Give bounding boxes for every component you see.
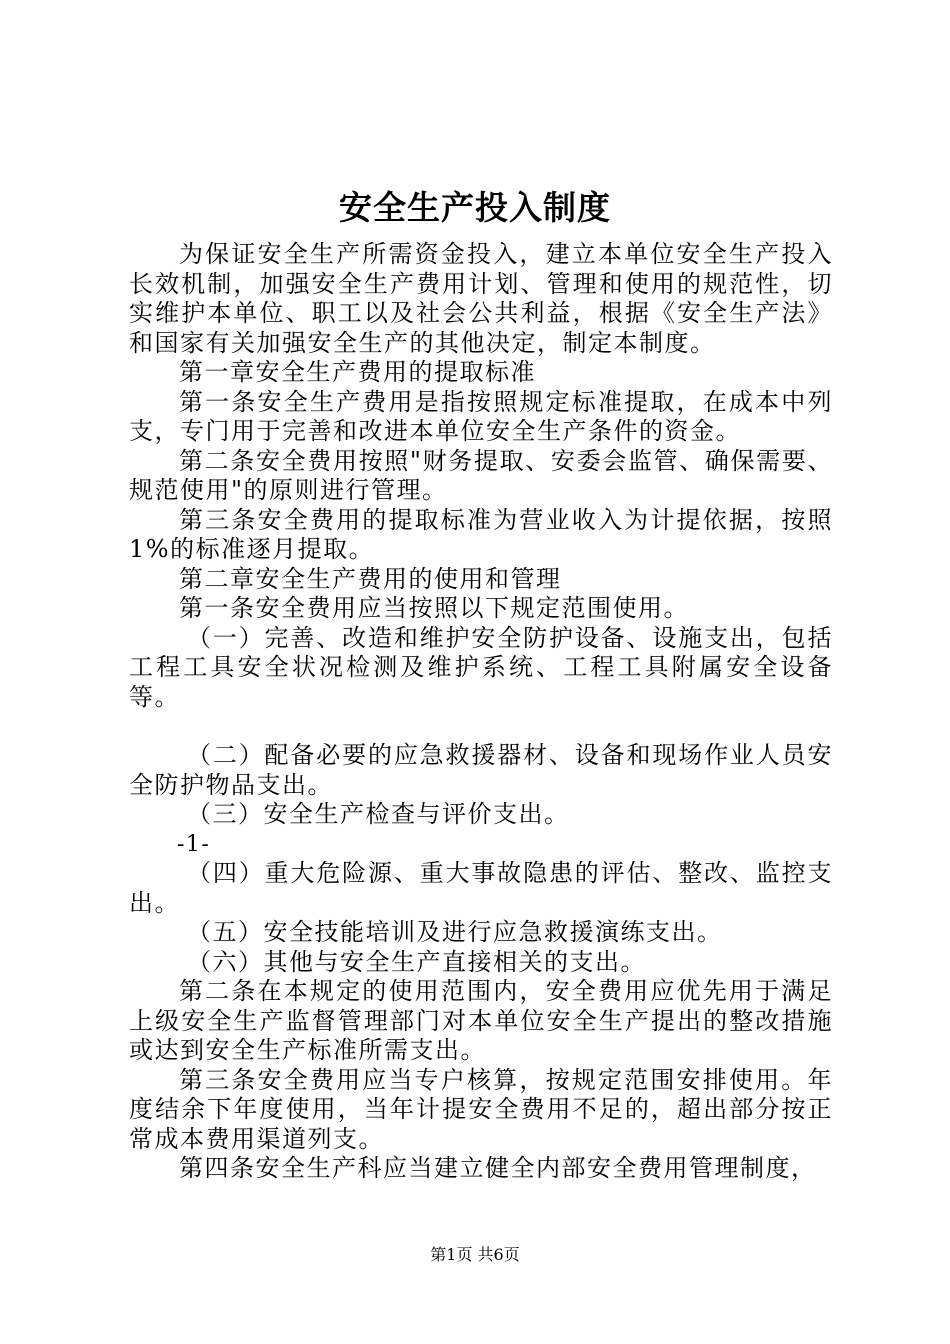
intro-paragraph: 为保证安全生产所需资金投入，建立本单位安全生产投入长效机制，加强安全生产费用计划、管理和使用的规范性，切实维护本单位、职工以及社会公共利益，根据《安全生产法》和国家有关加强安全生产的其他决定，制定本制度。 (129, 240, 833, 357)
blank-line (129, 712, 833, 741)
inline-page-number: -1- (177, 831, 211, 857)
list-item: （四）重大危险源、重大事故隐患的评估、整改、监控支出。 (129, 859, 833, 917)
list-item: （五）安全技能培训及进行应急救援演练支出。 (187, 918, 723, 946)
document-body (129, 240, 833, 1184)
article-paragraph: 第二条在本规定的使用范围内，安全费用应优先用于满足上级安全生产监督管理部门对本单位安全生产提出的整改措施或达到安全生产标准所需支出。 (129, 977, 833, 1064)
article-paragraph: 第一条安全费用应当按照以下规定范围使用。 (179, 594, 689, 622)
chapter-heading: 第一章安全生产费用的提取标准 (179, 358, 536, 386)
article-paragraph: 第三条安全费用应当专户核算，按规定范围安排使用。年度结余下年度使用，当年计提安全费用不足的，超出部分按正常成本费用渠道列支。 (129, 1065, 833, 1153)
article-paragraph: 第二条安全费用按照"财务提取、安委会监管、确保需要、规范使用"的原则进行管理。 (129, 446, 833, 504)
list-item: （六）其他与安全生产直接相关的支出。 (187, 947, 646, 976)
article-paragraph: 第四条安全生产科应当建立健全内部安全费用管理制度， (179, 1154, 817, 1182)
chapter-heading: 第二章安全生产费用的使用和管理 (179, 564, 562, 593)
list-item: （一）完善、改造和维护安全防护设备、设施支出，包括工程工具安全状况检测及维护系统、工程工具附属安全设备等。 (129, 623, 833, 711)
article-paragraph: 第一条安全生产费用是指按照规定标准提取，在成本中列支，专门用于完善和改进本单位安全生产条件的资金。 (129, 387, 833, 445)
page-footer: 第1页 共6页 (430, 1245, 520, 1264)
list-item: （三）安全生产检查与评价支出。 (187, 800, 570, 828)
article-paragraph: 第三条安全费用的提取标准为营业收入为计提依据，按照1%的标准逐月提取。 (129, 505, 833, 563)
document-title: 安全生产投入制度 (339, 188, 611, 227)
list-item: （二）配备必要的应急救援器材、设备和现场作业人员安全防护物品支出。 (129, 741, 833, 799)
